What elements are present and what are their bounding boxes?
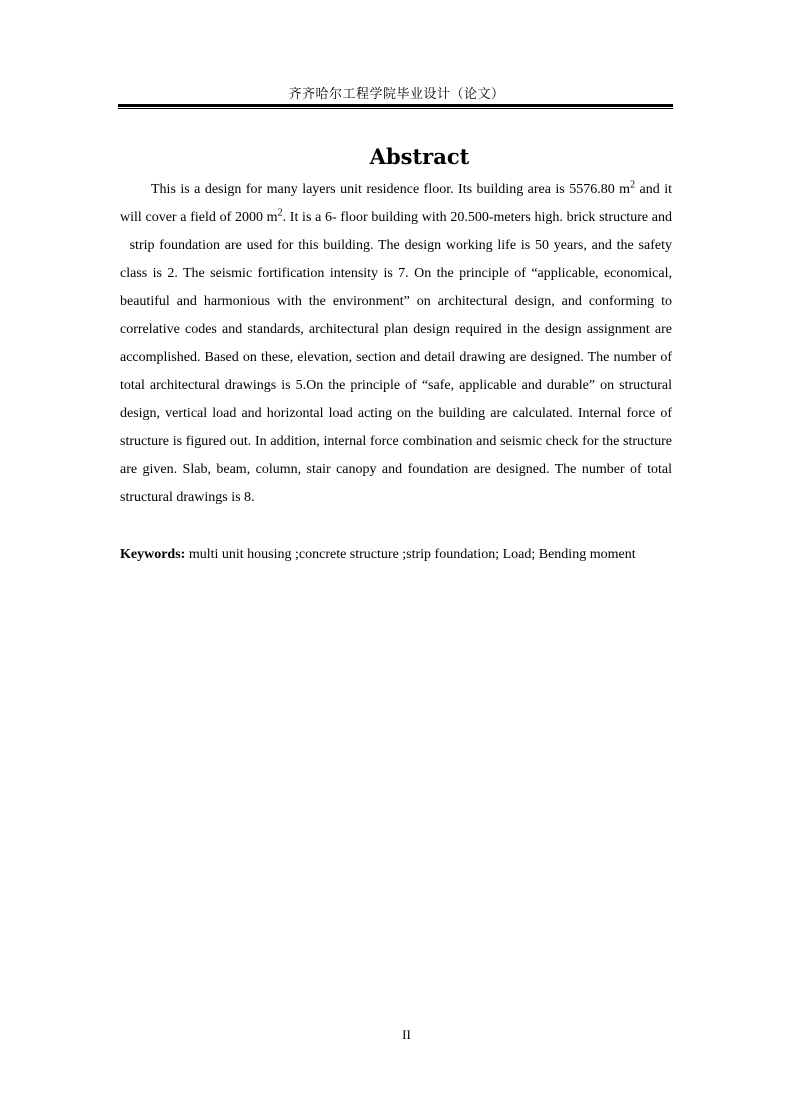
abstract-text-part2: and it will cover a field of 2000 m <box>120 182 672 225</box>
page-number: II <box>402 1027 411 1042</box>
header-rule-thick <box>118 104 673 107</box>
abstract-text-part1: This is a design for many layers unit residence floor. Its building area is 5576.80 m <box>151 182 631 197</box>
keywords-text: multi unit housing ;concrete structure ;strip foundation; Load; Bending moment <box>185 547 636 562</box>
header-rule-thin <box>118 108 673 109</box>
field-unit-superscript: 2 <box>277 207 283 219</box>
area-unit-superscript: 2 <box>630 179 636 191</box>
keywords-label: Keywords: <box>120 547 186 562</box>
abstract-paragraph <box>120 176 672 512</box>
abstract-title: Abstract <box>369 144 470 169</box>
abstract-text-part3: . It is a 6- floor building with 20.500-meters high. brick structure and strip foundation are used for this building. The design working life is 50 years, and the safety class is 2. The seismic fortification intensity is 7. On the principle of “applicable, economical, beautiful and harmonious with the environment” on architectural design, and conforming to correlative codes and standards, architectural plan design required in the design assignment are accomplished. Based on these, elevation, section and detail drawing are designed. The number of total architectural drawings is 5.On the principle of “safe, applicable and durable” on structural design, vertical load and horizontal load acting on the building are calculated. Internal force of structure is figured out. In addition, internal force combination and seismic check for the structure are given. Slab, beam, column, stair canopy and foundation are designed. The number of total structural drawings is 8. <box>120 210 672 505</box>
running-header: 齐齐哈尔工程学院毕业设计（论文） <box>288 87 505 102</box>
keywords-line <box>120 541 680 569</box>
